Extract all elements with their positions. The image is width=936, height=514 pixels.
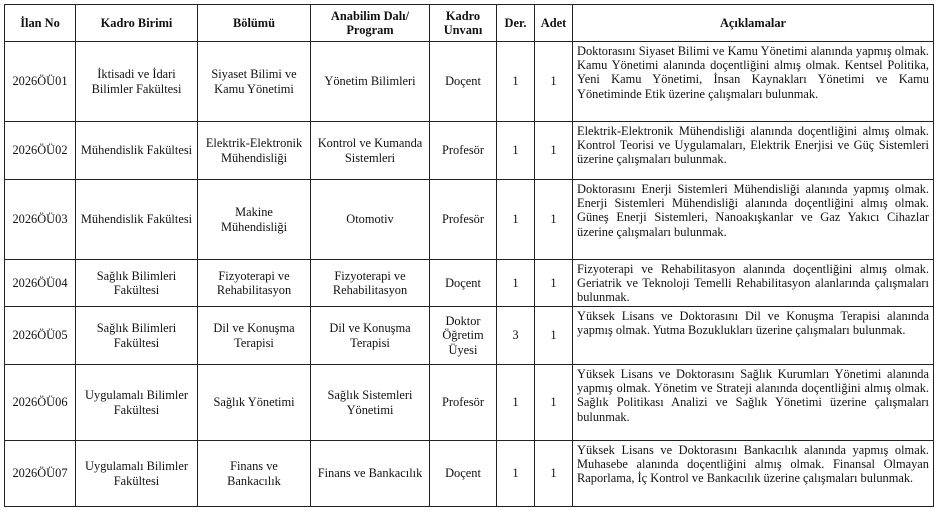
cell-ilan-no: 2026ÖÜ07 <box>5 441 76 507</box>
cell-anabilim-dali: Dil ve Konuşma Terapisi <box>311 307 430 365</box>
cell-unvan: Profesör <box>430 180 497 260</box>
header-bolumu: Bölümü <box>198 5 311 42</box>
cell-kadro-birimi: Mühendislik Fakültesi <box>76 122 198 180</box>
cell-unvan: Doçent <box>430 42 497 122</box>
table-row <box>5 42 934 122</box>
cell-anabilim-dali: Sağlık Sistemleri Yönetimi <box>311 365 430 441</box>
cell-unvan: Doktor Öğretim Üyesi <box>430 307 497 365</box>
cell-aciklama: Doktorasını Siyaset Bilimi ve Kamu Yönetimi alanında yapmış olmak. Kamu Yönetimi alanında doçentliğini almış olmak. Kentsel Politika, Yeni Kamu Yönetimi, İnsan Kaynakları Yönetimi ve Kamu Yönetiminde Etik üzerine çalışmaları bulunmak. <box>573 42 934 122</box>
cell-kadro-birimi: Sağlık Bilimleri Fakültesi <box>76 260 198 307</box>
cell-der: 1 <box>497 42 535 122</box>
cell-anabilim-dali: Finans ve Bankacılık <box>311 441 430 507</box>
header-ilan-no: İlan No <box>5 5 76 42</box>
cell-unvan: Doçent <box>430 260 497 307</box>
cell-der: 1 <box>497 180 535 260</box>
cell-aciklama: Fizyoterapi ve Rehabilitasyon alanında doçentliğini almış olmak. Geriatrik ve Teknoloji Temelli Rehabilitasyon alanlarında çalışmaları bulunmak. <box>573 260 934 307</box>
cell-unvan: Profesör <box>430 365 497 441</box>
table-row <box>5 441 934 507</box>
cell-adet: 1 <box>535 122 573 180</box>
cell-der: 1 <box>497 365 535 441</box>
cell-ilan-no: 2026ÖÜ01 <box>5 42 76 122</box>
announcement-table-container <box>4 4 934 507</box>
header-adet: Adet <box>535 5 573 42</box>
cell-kadro-birimi: Mühendislik Fakültesi <box>76 180 198 260</box>
table-row <box>5 365 934 441</box>
cell-aciklama: Yüksek Lisans ve Doktorasını Sağlık Kurumları Yönetimi alanında yapmış olmak. Yönetim ve Strateji alanında doçentliğini almış olmak. Sağlık Politikası Analizi ve Sağlık Yönetimi üzerine çalışmaları bulunmak. <box>573 365 934 441</box>
header-der: Der. <box>497 5 535 42</box>
cell-ilan-no: 2026ÖÜ02 <box>5 122 76 180</box>
header-kadro-unvani: Kadro Unvanı <box>430 5 497 42</box>
header-anabilim-dali: Anabilim Dalı/ Program <box>311 5 430 42</box>
cell-kadro-birimi: İktisadi ve İdari Bilimler Fakültesi <box>76 42 198 122</box>
cell-unvan: Doçent <box>430 441 497 507</box>
cell-kadro-birimi: Sağlık Bilimleri Fakültesi <box>76 307 198 365</box>
cell-bolumu: Makine Mühendisliği <box>198 180 311 260</box>
cell-anabilim-dali: Fizyoterapi ve Rehabilitasyon <box>311 260 430 307</box>
cell-bolumu: Fizyoterapi ve Rehabilitasyon <box>198 260 311 307</box>
cell-kadro-birimi: Uygulamalı Bilimler Fakültesi <box>76 441 198 507</box>
faculty-positions-table <box>4 4 934 507</box>
cell-bolumu: Finans ve Bankacılık <box>198 441 311 507</box>
cell-adet: 1 <box>535 365 573 441</box>
table-row <box>5 260 934 307</box>
cell-ilan-no: 2026ÖÜ03 <box>5 180 76 260</box>
cell-adet: 1 <box>535 180 573 260</box>
table-row <box>5 307 934 365</box>
header-row <box>5 5 934 42</box>
cell-ilan-no: 2026ÖÜ06 <box>5 365 76 441</box>
cell-unvan: Profesör <box>430 122 497 180</box>
table-row <box>5 180 934 260</box>
cell-aciklama: Yüksek Lisans ve Doktorasını Dil ve Konuşma Terapisi alanında yapmış olmak. Yutma Bozuklukları üzerine çalışmaları bulunmak. <box>573 307 934 365</box>
cell-bolumu: Elektrik-Elektronik Mühendisliği <box>198 122 311 180</box>
cell-der: 1 <box>497 122 535 180</box>
cell-anabilim-dali: Kontrol ve Kumanda Sistemleri <box>311 122 430 180</box>
cell-adet: 1 <box>535 42 573 122</box>
cell-adet: 1 <box>535 307 573 365</box>
cell-bolumu: Sağlık Yönetimi <box>198 365 311 441</box>
table-row <box>5 122 934 180</box>
cell-ilan-no: 2026ÖÜ05 <box>5 307 76 365</box>
cell-der: 1 <box>497 260 535 307</box>
cell-ilan-no: 2026ÖÜ04 <box>5 260 76 307</box>
cell-bolumu: Siyaset Bilimi ve Kamu Yönetimi <box>198 42 311 122</box>
cell-bolumu: Dil ve Konuşma Terapisi <box>198 307 311 365</box>
cell-der: 3 <box>497 307 535 365</box>
cell-adet: 1 <box>535 441 573 507</box>
header-aciklamalar: Açıklamalar <box>573 5 934 42</box>
header-kadro-birimi: Kadro Birimi <box>76 5 198 42</box>
cell-anabilim-dali: Otomotiv <box>311 180 430 260</box>
cell-der: 1 <box>497 441 535 507</box>
cell-adet: 1 <box>535 260 573 307</box>
cell-anabilim-dali: Yönetim Bilimleri <box>311 42 430 122</box>
cell-kadro-birimi: Uygulamalı Bilimler Fakültesi <box>76 365 198 441</box>
cell-aciklama: Elektrik-Elektronik Mühendisliği alanında doçentliğini almış olmak. Kontrol Teorisi ve Uygulamaları, Elektrik Enerjisi ve Güç Sistemleri üzerine çalışmaları bulunmak. <box>573 122 934 180</box>
cell-aciklama: Doktorasını Enerji Sistemleri Mühendisliği alanında yapmış olmak. Enerji Sistemleri Mühendisliği alanında doçentliğini almış olmak. Güneş Enerji Sistemleri, Nanoakışkanlar ve Gaz Yakıcı Cihazlar üzerine çalışmaları bulunmak. <box>573 180 934 260</box>
cell-aciklama: Yüksek Lisans ve Doktorasını Bankacılık alanında yapmış olmak. Muhasebe alanında doçentliğini almış olmak. Finansal Olmayan Raporlama, İç Kontrol ve Bankacılık üzerine çalışmaları bulunmak. <box>573 441 934 507</box>
